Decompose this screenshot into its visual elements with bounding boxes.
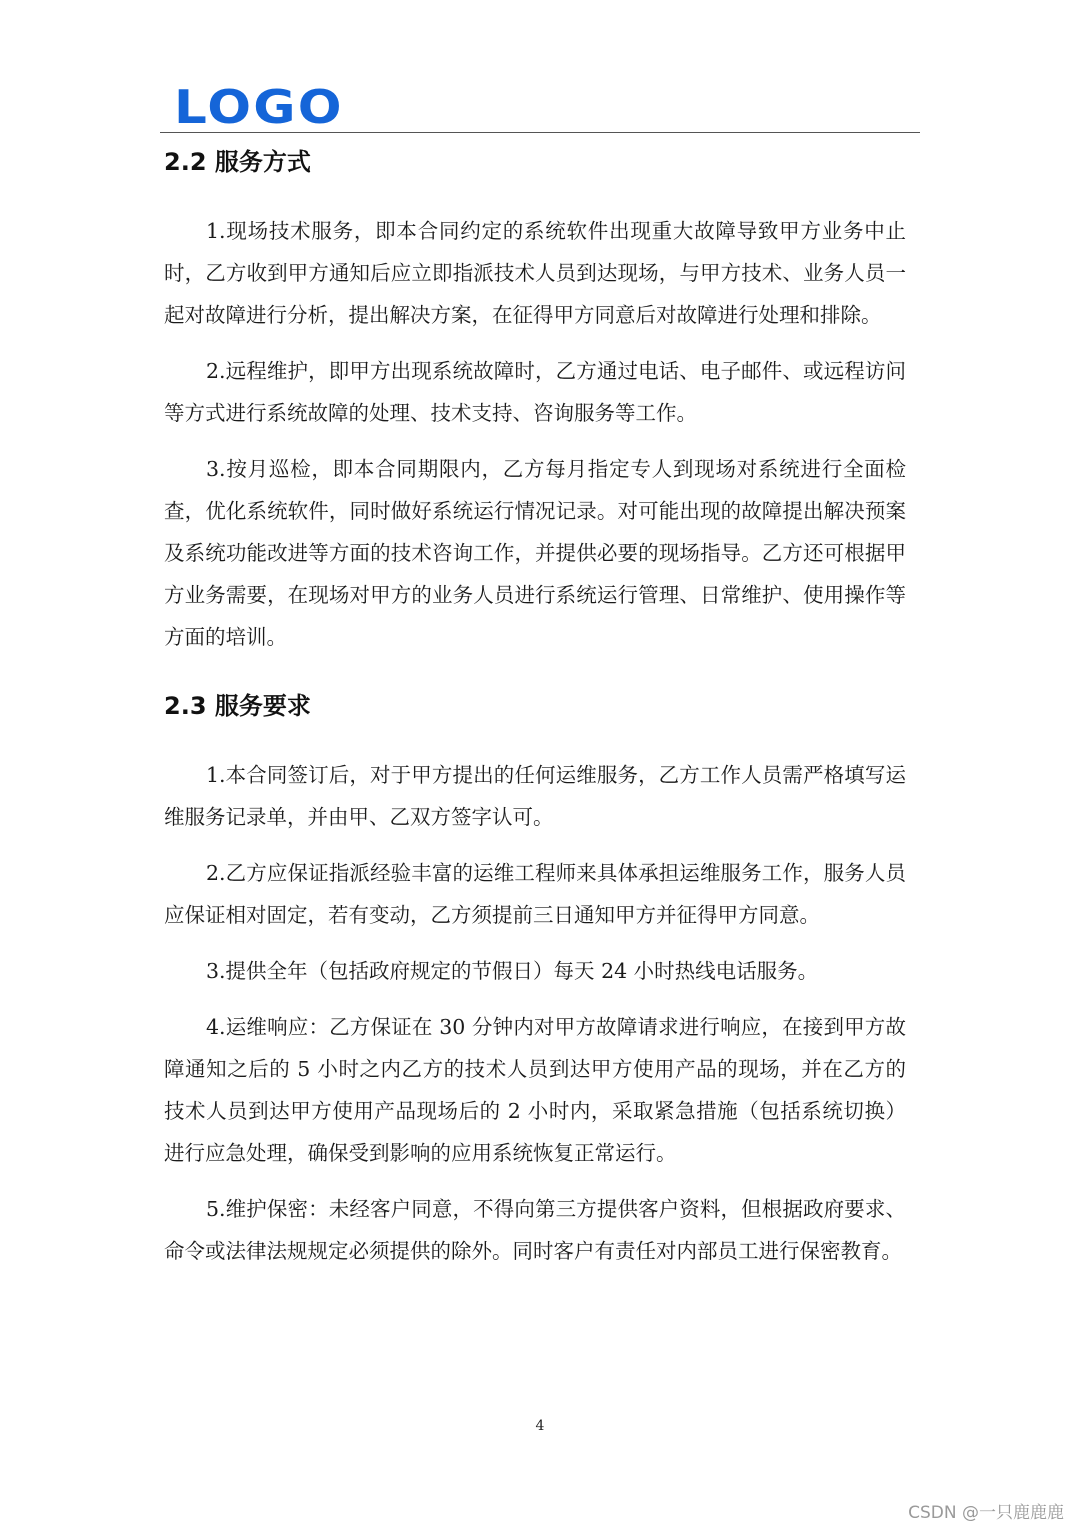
- paragraph: 3.按月巡检，即本合同期限内，乙方每月指定专人到现场对系统进行全面检查，优化系统软件，同时做好系统运行情况记录。对可能出现的故障提出解决预案及系统功能改进等方面的技术咨询工作，并提供必要的现场指导。乙方还可根据甲方业务需要，在现场对甲方的业务人员进行系统运行管理、日常维护、使用操作等方面的培训。: [164, 457, 906, 649]
- paragraph: 1.本合同签订后，对于甲方提出的任何运维服务，乙方工作人员需严格填写运维服务记录单，并由甲、乙双方签字认可。: [164, 763, 906, 829]
- paragraph: 4.运维响应：乙方保证在 30 分钟内对甲方故障请求进行响应，在接到甲方故障通知之后的 5 小时之内乙方的技术人员到达甲方使用产品的现场，并在乙方的技术人员到达甲方使用产品现场后的 2 小时内，采取紧急措施（包括系统切换）进行应急处理，确保受到影响的应用系统恢复正常运行。: [164, 1015, 906, 1165]
- document-body: [164, 140, 906, 1272]
- paragraph: 3.提供全年（包括政府规定的节假日）每天 24 小时热线电话服务。: [206, 959, 819, 983]
- paragraph: 1.现场技术服务，即本合同约定的系统软件出现重大故障导致甲方业务中止时，乙方收到甲方通知后应立即指派技术人员到达现场，与甲方技术、业务人员一起对故障进行分析，提出解决方案，在征得甲方同意后对故障进行处理和排除。: [164, 219, 906, 327]
- header-divider: [160, 132, 920, 133]
- paragraph: 2.乙方应保证指派经验丰富的运维工程师来具体承担运维服务工作，服务人员应保证相对固定，若有变动，乙方须提前三日通知甲方并征得甲方同意。: [164, 861, 906, 927]
- logo: LOGO: [174, 80, 344, 134]
- paragraph: 2.远程维护，即甲方出现系统故障时，乙方通过电话、电子邮件、或远程访问等方式进行系统故障的处理、技术支持、咨询服务等工作。: [164, 359, 906, 425]
- watermark: CSDN @一只鹿鹿鹿: [908, 1503, 1064, 1523]
- page-number: 4: [535, 1418, 545, 1434]
- paragraph: 5.维护保密：未经客户同意，不得向第三方提供客户资料，但根据政府要求、命令或法律法规规定必须提供的除外。同时客户有责任对内部员工进行保密教育。: [164, 1197, 906, 1263]
- section-heading-service-requirements: 2.3 服务要求: [164, 692, 311, 720]
- section-heading-service-method: 2.2 服务方式: [164, 148, 311, 176]
